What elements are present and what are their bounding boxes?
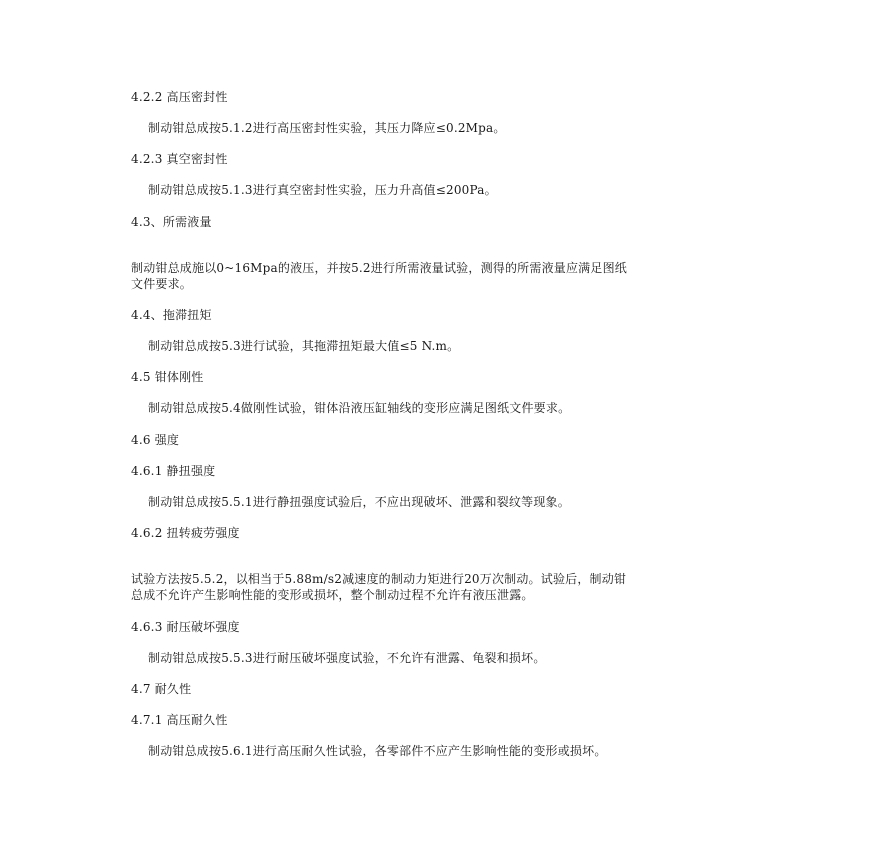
paragraph-4-6-2-line-2: 总成不允许产生影响性能的变形或损坏，整个制动过程不允许有液压泄露。 bbox=[131, 588, 534, 602]
paragraph-4-4: 制动钳总成按5.3进行试验，其拖滞扭矩最大值≤5 N.m。 bbox=[148, 339, 460, 353]
paragraph-4-2-3: 制动钳总成按5.1.3进行真空密封性实验，压力升高值≤200Pa。 bbox=[148, 183, 497, 197]
section-heading-4-4: 4.4、拖滞扭矩 bbox=[131, 308, 212, 322]
section-heading-4-6-2: 4.6.2 扭转疲劳强度 bbox=[131, 526, 240, 540]
paragraph-4-6-1: 制动钳总成按5.5.1进行静扭强度试验后，不应出现破坏、泄露和裂纹等现象。 bbox=[148, 495, 570, 509]
paragraph-4-7-1: 制动钳总成按5.6.1进行高压耐久性试验，各零部件不应产生影响性能的变形或损坏。 bbox=[148, 744, 607, 758]
section-heading-4-2-3: 4.2.3 真空密封性 bbox=[131, 152, 228, 166]
paragraph-4-2-2: 制动钳总成按5.1.2进行高压密封性实验，其压力降应≤0.2Mpa。 bbox=[148, 121, 506, 135]
paragraph-4-6-2-line-1: 试验方法按5.5.2，以相当于5.88m/s2减速度的制动力矩进行20万次制动。试验后，制动钳 bbox=[131, 572, 627, 586]
section-heading-4-7-1: 4.7.1 高压耐久性 bbox=[131, 713, 228, 727]
section-heading-4-6-3: 4.6.3 耐压破坏强度 bbox=[131, 620, 240, 634]
paragraph-4-3-line-2: 文件要求。 bbox=[131, 277, 193, 291]
section-heading-4-2-2: 4.2.2 高压密封性 bbox=[131, 90, 228, 104]
paragraph-4-5: 制动钳总成按5.4做刚性试验，钳体沿液压缸轴线的变形应满足图纸文件要求。 bbox=[148, 401, 571, 415]
section-heading-4-5: 4.5 钳体刚性 bbox=[131, 370, 204, 384]
section-heading-4-6-1: 4.6.1 静扭强度 bbox=[131, 464, 216, 478]
paragraph-4-6-3: 制动钳总成按5.5.3进行耐压破坏强度试验，不允许有泄露、龟裂和损坏。 bbox=[148, 651, 546, 665]
section-heading-4-7: 4.7 耐久性 bbox=[131, 682, 192, 696]
paragraph-4-3-line-1: 制动钳总成施以0~16Mpa的液压，并按5.2进行所需液量试验，测得的所需液量应满足图纸 bbox=[131, 261, 627, 275]
section-heading-4-3: 4.3、所需液量 bbox=[131, 215, 212, 229]
section-heading-4-6: 4.6 强度 bbox=[131, 433, 180, 447]
